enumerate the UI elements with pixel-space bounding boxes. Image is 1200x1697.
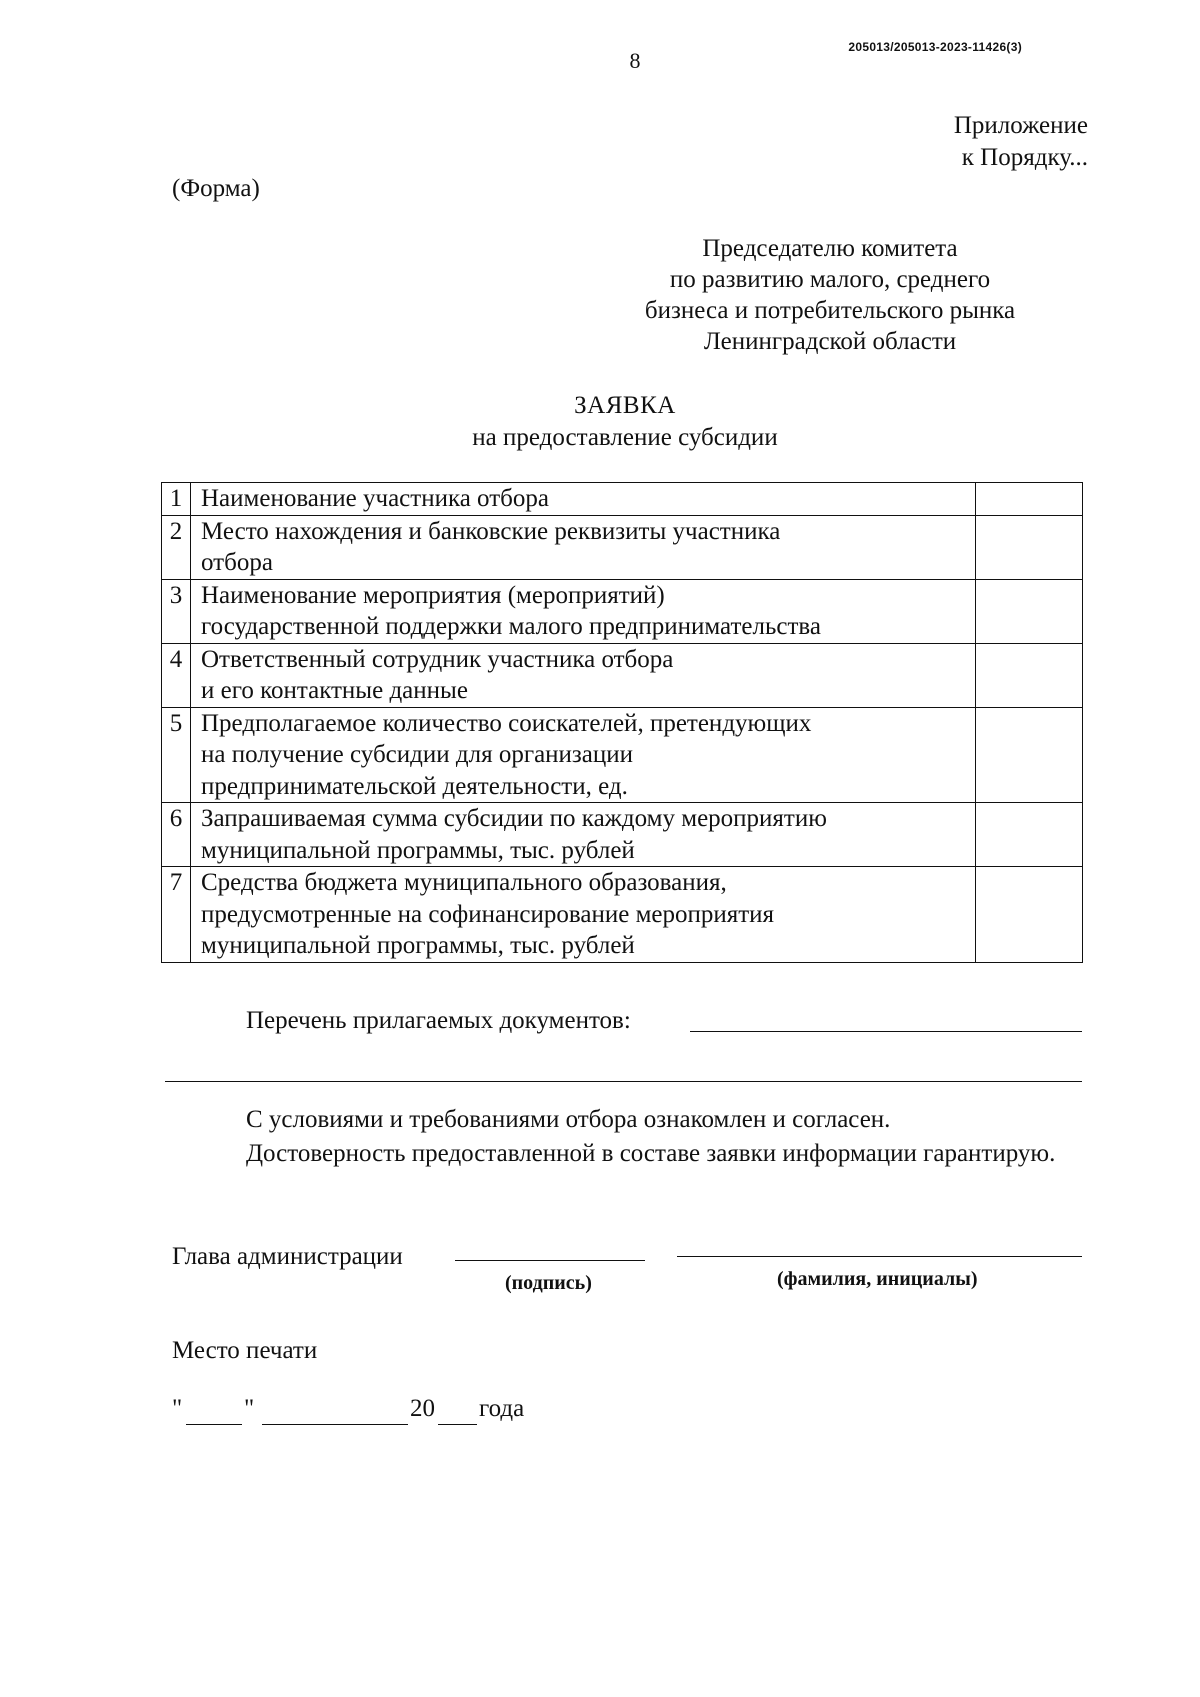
table-row — [162, 579, 1083, 643]
row-value-cell[interactable] — [976, 803, 1083, 867]
row-text-line: отбора — [201, 549, 273, 576]
row-text-line: Наименование участника отбора — [201, 485, 549, 512]
name-caption: (фамилия, инициалы) — [777, 1268, 978, 1290]
row-text-line: муниципальной программы, тыс. рублей — [201, 932, 635, 959]
table-row — [162, 707, 1083, 803]
appendix-line-2: к Порядку... — [961, 144, 1088, 171]
row-number: 6 — [162, 803, 191, 867]
row-value-cell[interactable] — [976, 867, 1083, 963]
reliability-statement: Достоверность предоставленной в составе заявки информации гарантирую. — [246, 1140, 1056, 1167]
row-value-cell[interactable] — [976, 707, 1083, 803]
signature-field-line[interactable] — [455, 1260, 645, 1261]
signature-caption: (подпись) — [505, 1272, 592, 1294]
date-year-word: года — [479, 1395, 525, 1422]
row-text-line: Запрашиваемая сумма субсидии по каждому мероприятию — [201, 805, 827, 832]
row-text-line: и его контактные данные — [201, 677, 468, 704]
row-number: 4 — [162, 643, 191, 707]
row-text-line: государственной поддержки малого предпринимательства — [201, 613, 821, 640]
addressee-line-4: Ленинградской области — [703, 328, 957, 355]
row-text — [191, 867, 976, 963]
stamp-place-label: Место печати — [172, 1337, 318, 1364]
date-quote-close: " — [244, 1395, 255, 1422]
addressee-line-2: по развитию малого, среднего — [669, 266, 991, 293]
document-id: 205013/205013-2023-11426(3) — [848, 40, 1022, 54]
table-row — [162, 515, 1083, 579]
head-of-administration-label: Глава администрации — [172, 1243, 403, 1270]
documents-field-line-1[interactable] — [690, 1031, 1082, 1032]
date-day-line[interactable] — [186, 1424, 242, 1425]
row-text-line: муниципальной программы, тыс. рублей — [201, 836, 635, 864]
row-text — [191, 643, 976, 707]
form-label: (Форма) — [172, 175, 260, 202]
row-number: 2 — [162, 515, 191, 579]
row-value-cell[interactable] — [976, 643, 1083, 707]
row-text-line: на получение субсидии для организации — [201, 741, 634, 768]
row-text — [191, 483, 976, 516]
table-row — [162, 643, 1083, 707]
application-table — [161, 482, 1083, 963]
date-quote-open: " — [172, 1395, 183, 1422]
row-text-line: Место нахождения и банковские реквизиты участника — [201, 517, 781, 545]
row-text-line: Ответственный сотрудник участника отбора — [201, 645, 674, 673]
row-text-line: предпринимательской деятельности, ед. — [201, 772, 628, 800]
row-text-line: Наименование мероприятия (мероприятий) — [201, 581, 665, 609]
row-value-cell[interactable] — [976, 579, 1083, 643]
row-text — [191, 803, 976, 867]
row-text-line: предусмотренные на софинансирование мероприятия — [201, 900, 775, 928]
row-number: 3 — [162, 579, 191, 643]
date-year-line[interactable] — [438, 1424, 477, 1425]
addressee-line-1: Председателю комитета — [702, 235, 958, 262]
appendix-note — [954, 110, 1088, 174]
documents-label: Перечень прилагаемых документов: — [246, 1007, 631, 1034]
row-text — [191, 707, 976, 803]
date-century: 20 — [410, 1395, 435, 1422]
row-number: 1 — [162, 483, 191, 516]
date-month-line[interactable] — [262, 1424, 408, 1425]
appendix-line-1: Приложение — [953, 112, 1088, 139]
row-text — [191, 515, 976, 579]
name-field-line[interactable] — [677, 1256, 1082, 1257]
addressee-line-3: бизнеса и потребительского рынка — [644, 297, 1016, 324]
row-value-cell[interactable] — [976, 483, 1083, 516]
row-number: 7 — [162, 867, 191, 963]
row-text-line: Предполагаемое количество соискателей, претендующих — [201, 709, 812, 737]
agreement-statement: С условиями и требованиями отбора ознакомлен и согласен. — [246, 1106, 891, 1133]
documents-field-line-2[interactable] — [165, 1081, 1082, 1082]
row-number: 5 — [162, 707, 191, 803]
row-text — [191, 579, 976, 643]
page-number: 8 — [629, 48, 641, 73]
table-row — [162, 803, 1083, 867]
row-value-cell[interactable] — [976, 515, 1083, 579]
table-row — [162, 867, 1083, 963]
row-text-line: Средства бюджета муниципального образования, — [201, 869, 727, 896]
document-title: ЗАЯВКА — [574, 392, 676, 419]
addressee-block — [600, 233, 1060, 357]
document-subtitle: на предоставление субсидии — [472, 424, 778, 451]
table-row — [162, 483, 1083, 516]
